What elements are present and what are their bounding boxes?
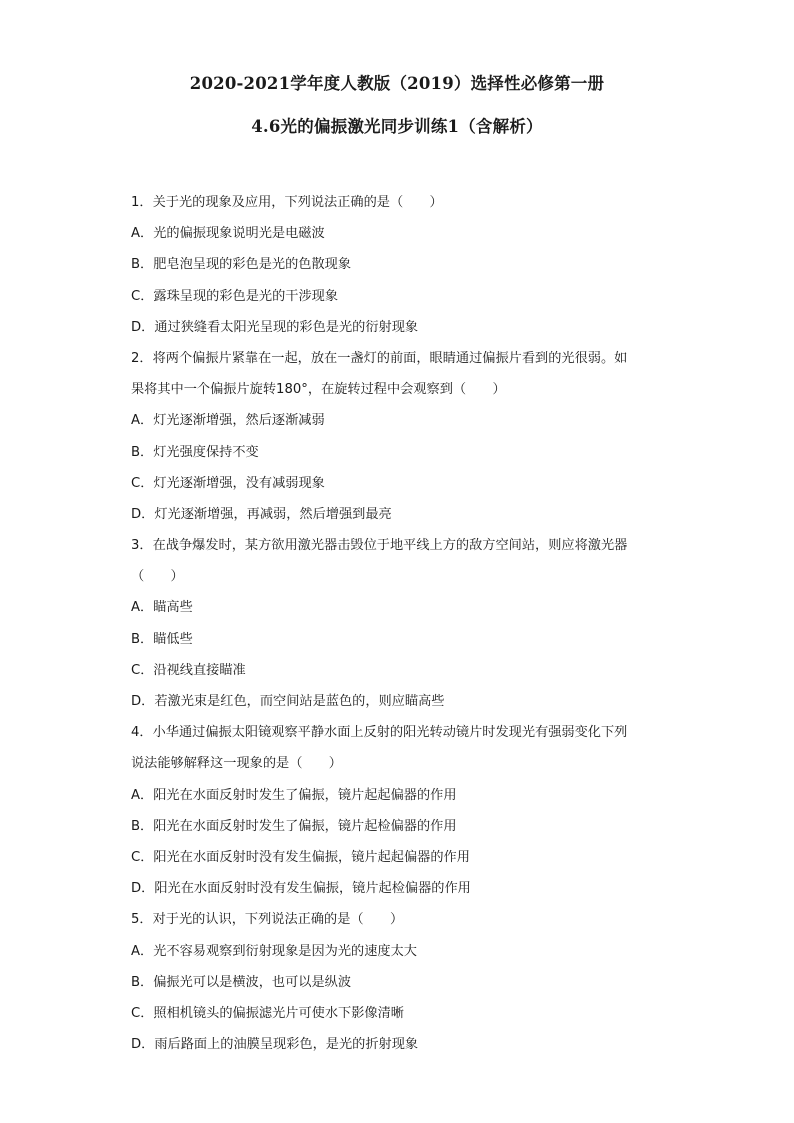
option-c: C．阳光在水面反射时没有发生偏振，镜片起起偏器的作用 bbox=[131, 849, 470, 865]
question-2 bbox=[131, 343, 667, 530]
option-d: D．阳光在水面反射时没有发生偏振，镜片起检偏器的作用 bbox=[131, 881, 471, 897]
question-stem-continued: （ ） bbox=[131, 569, 184, 585]
option-d: D．灯光逐渐增强，再减弱，然后增强到最亮 bbox=[131, 506, 392, 522]
option-d: D．通过狭缝看太阳光呈现的彩色是光的衍射现象 bbox=[131, 319, 419, 335]
question-stem-continued: 说法能够解释这一现象的是（ ） bbox=[131, 756, 342, 772]
option-a: A．阳光在水面反射时发生了偏振，镜片起起偏器的作用 bbox=[131, 787, 457, 803]
question-stem: 3．在战争爆发时，某方欲用激光器击毁位于地平线上方的敌方空间站，则应将激光器 bbox=[131, 538, 628, 554]
option-c: C．灯光逐渐增强，没有减弱现象 bbox=[131, 475, 325, 491]
question-3 bbox=[131, 530, 667, 717]
option-b: B．偏振光可以是横波，也可以是纵波 bbox=[131, 974, 352, 990]
option-d: D．雨后路面上的油膜呈现彩色，是光的折射现象 bbox=[131, 1037, 419, 1053]
question-stem: 2．将两个偏振片紧靠在一起，放在一盏灯的前面，眼睛通过偏振片看到的光很弱。如 bbox=[131, 350, 628, 366]
question-stem: 5．对于光的认识，下列说法正确的是（ ） bbox=[131, 912, 404, 928]
option-b: B．灯光强度保持不变 bbox=[131, 444, 259, 460]
option-c: C．照相机镜头的偏振滤光片可使水下影像清晰 bbox=[131, 1005, 404, 1021]
option-c: C．沿视线直接瞄准 bbox=[131, 662, 246, 678]
option-a: A．灯光逐渐增强，然后逐渐减弱 bbox=[131, 413, 325, 429]
question-list bbox=[131, 187, 667, 1060]
option-b: B．瞄低些 bbox=[131, 631, 193, 647]
option-b: B．阳光在水面反射时发生了偏振，镜片起检偏器的作用 bbox=[131, 818, 457, 834]
question-4 bbox=[131, 717, 667, 904]
question-stem: 1．关于光的现象及应用，下列说法正确的是（ ） bbox=[131, 195, 443, 210]
option-a: A．光的偏振现象说明光是电磁波 bbox=[131, 226, 325, 242]
option-b: B．肥皂泡呈现的彩色是光的色散现象 bbox=[131, 257, 352, 273]
document-subtitle: 4.6光的偏振激光同步训练1（含解析） bbox=[251, 117, 543, 136]
option-a: A．光不容易观察到衍射现象是因为光的速度太大 bbox=[131, 943, 417, 959]
question-5 bbox=[131, 904, 667, 1060]
option-c: C．露珠呈现的彩色是光的干涉现象 bbox=[131, 288, 339, 304]
question-1 bbox=[131, 187, 667, 343]
option-a: A．瞄高些 bbox=[131, 600, 193, 616]
question-stem: 4．小华通过偏振太阳镜观察平静水面上反射的阳光转动镜片时发现光有强弱变化下列 bbox=[131, 725, 628, 741]
question-stem-continued: 果将其中一个偏振片旋转180°，在旋转过程中会观察到（ ） bbox=[131, 382, 506, 398]
option-d: D．若激光束是红色，而空间站是蓝色的，则应瞄高些 bbox=[131, 694, 445, 709]
document-title: 2020-2021学年度人教版（2019）选择性必修第一册 bbox=[189, 74, 605, 93]
